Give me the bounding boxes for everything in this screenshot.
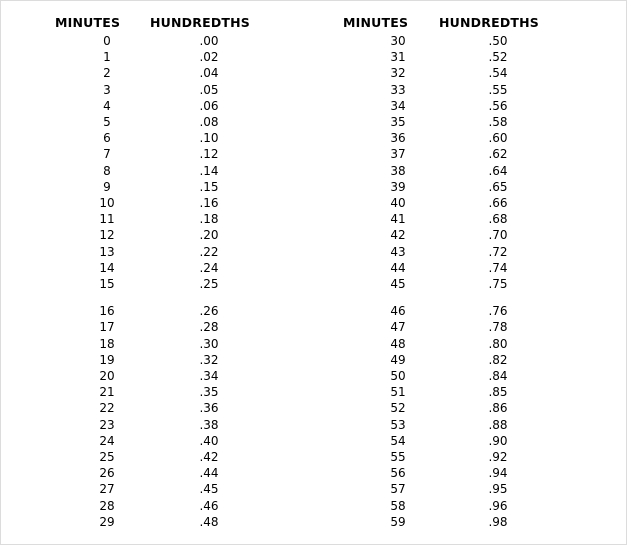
minutes-cell: 51 bbox=[390, 385, 406, 400]
hundredths-cell: .58 bbox=[488, 115, 508, 129]
hundredths-cell: .80 bbox=[488, 336, 508, 351]
minutes-cell: 36 bbox=[390, 131, 406, 146]
minutes-cell: 55 bbox=[390, 450, 406, 464]
minutes-cell: 28 bbox=[99, 498, 115, 513]
hundredths-cell: .42 bbox=[199, 450, 219, 464]
hundredths-cell: .15 bbox=[199, 179, 219, 194]
right-hundredths-header: HUNDREDTHS bbox=[439, 15, 539, 30]
hundredths-cell: .55 bbox=[488, 82, 508, 97]
minutes-cell: 59 bbox=[390, 514, 406, 529]
hundredths-cell: .14 bbox=[199, 163, 219, 178]
hundredths-cell: .92 bbox=[488, 450, 508, 464]
hundredths-cell: .05 bbox=[199, 82, 219, 97]
minutes-cell: 48 bbox=[390, 336, 406, 351]
minutes-cell: 47 bbox=[390, 320, 406, 335]
hundredths-cell: .96 bbox=[488, 498, 508, 513]
minutes-cell: 32 bbox=[390, 66, 406, 81]
hundredths-cell: .68 bbox=[488, 212, 508, 227]
hundredths-cell: .34 bbox=[199, 369, 219, 383]
hundredths-cell: .06 bbox=[199, 98, 219, 113]
minutes-cell: 24 bbox=[99, 433, 115, 448]
minutes-cell: 54 bbox=[390, 433, 406, 448]
hundredths-cell: .30 bbox=[199, 336, 219, 351]
hundredths-cell: .28 bbox=[199, 320, 219, 335]
minutes-cell: 10 bbox=[99, 196, 115, 210]
minutes-cell: 38 bbox=[390, 163, 406, 178]
hundredths-cell: .70 bbox=[488, 228, 508, 243]
hundredths-cell: .04 bbox=[199, 66, 219, 81]
minutes-cell: 8 bbox=[103, 163, 111, 178]
minutes-cell: 21 bbox=[99, 385, 115, 400]
minutes-cell: 2 bbox=[103, 66, 111, 81]
minutes-cell: 6 bbox=[103, 131, 111, 146]
minutes-cell: 56 bbox=[390, 466, 406, 481]
hundredths-cell: .56 bbox=[488, 98, 508, 113]
minutes-cell: 9 bbox=[103, 179, 111, 194]
hundredths-cell: .25 bbox=[199, 277, 219, 291]
hundredths-cell: .78 bbox=[488, 320, 508, 335]
hundredths-cell: .44 bbox=[199, 466, 219, 481]
minutes-cell: 50 bbox=[390, 369, 406, 383]
minutes-cell: 41 bbox=[390, 212, 406, 227]
hundredths-cell: .98 bbox=[488, 514, 508, 529]
minutes-cell: 1 bbox=[103, 50, 111, 65]
hundredths-cell: .36 bbox=[199, 401, 219, 416]
minutes-cell: 20 bbox=[99, 369, 115, 383]
minutes-cell: 31 bbox=[390, 50, 406, 65]
minutes-cell: 30 bbox=[390, 34, 406, 48]
hundredths-cell: .62 bbox=[488, 147, 508, 162]
hundredths-cell: .50 bbox=[488, 34, 508, 48]
hundredths-cell: .32 bbox=[199, 352, 219, 367]
hundredths-cell: .08 bbox=[199, 115, 219, 129]
minutes-cell: 11 bbox=[99, 212, 115, 227]
hundredths-cell: .12 bbox=[199, 147, 219, 162]
hundredths-cell: .35 bbox=[199, 385, 219, 400]
hundredths-cell: .54 bbox=[488, 66, 508, 81]
hundredths-cell: .60 bbox=[488, 131, 508, 146]
hundredths-cell: .84 bbox=[488, 369, 508, 383]
hundredths-cell: .48 bbox=[199, 514, 219, 529]
minutes-cell: 13 bbox=[99, 244, 115, 259]
minutes-cell: 40 bbox=[390, 196, 406, 210]
hundredths-cell: .02 bbox=[199, 50, 219, 65]
hundredths-cell: .94 bbox=[488, 466, 508, 481]
hundredths-cell: .76 bbox=[488, 304, 508, 319]
hundredths-cell: .38 bbox=[199, 417, 219, 432]
minutes-cell: 58 bbox=[390, 498, 406, 513]
hundredths-cell: .00 bbox=[199, 34, 219, 48]
left-minutes-header: MINUTES bbox=[55, 15, 121, 30]
hundredths-cell: .18 bbox=[199, 212, 219, 227]
minutes-cell: 5 bbox=[103, 115, 111, 129]
minutes-cell: 53 bbox=[390, 417, 406, 432]
minutes-cell: 27 bbox=[99, 482, 115, 497]
minutes-cell: 42 bbox=[390, 228, 406, 243]
minutes-cell: 0 bbox=[103, 34, 111, 48]
hundredths-cell: .10 bbox=[199, 131, 219, 146]
hundredths-cell: .45 bbox=[199, 482, 219, 497]
minutes-cell: 39 bbox=[390, 179, 406, 194]
minutes-cell: 45 bbox=[390, 277, 406, 291]
hundredths-cell: .40 bbox=[199, 433, 219, 448]
minutes-cell: 26 bbox=[99, 466, 115, 481]
hundredths-cell: .46 bbox=[199, 498, 219, 513]
hundredths-cell: .74 bbox=[488, 260, 508, 275]
minutes-cell: 3 bbox=[103, 82, 111, 97]
hundredths-cell: .90 bbox=[488, 433, 508, 448]
hundredths-cell: .75 bbox=[488, 277, 508, 291]
minutes-cell: 29 bbox=[99, 514, 115, 529]
minutes-cell: 17 bbox=[99, 320, 115, 335]
minutes-cell: 12 bbox=[99, 228, 115, 243]
minutes-cell: 23 bbox=[99, 417, 115, 432]
minutes-cell: 15 bbox=[99, 277, 115, 291]
hundredths-cell: .16 bbox=[199, 196, 219, 210]
hundredths-cell: .65 bbox=[488, 179, 508, 194]
minutes-cell: 46 bbox=[390, 304, 406, 319]
right-minutes-header: MINUTES bbox=[343, 15, 409, 30]
minutes-cell: 25 bbox=[99, 450, 115, 464]
minutes-cell: 44 bbox=[390, 260, 406, 275]
minutes-cell: 34 bbox=[390, 98, 406, 113]
hundredths-cell: .66 bbox=[488, 196, 508, 210]
hundredths-cell: .64 bbox=[488, 163, 508, 178]
minutes-cell: 35 bbox=[390, 115, 406, 129]
minutes-cell: 33 bbox=[390, 82, 406, 97]
minutes-cell: 43 bbox=[390, 244, 406, 259]
hundredths-cell: .88 bbox=[488, 417, 508, 432]
minutes-cell: 18 bbox=[99, 336, 115, 351]
minutes-cell: 49 bbox=[390, 352, 406, 367]
minutes-cell: 52 bbox=[390, 401, 406, 416]
hundredths-cell: .24 bbox=[199, 260, 219, 275]
minutes-cell: 22 bbox=[99, 401, 115, 416]
hundredths-cell: .20 bbox=[199, 228, 219, 243]
left-hundredths-header: HUNDREDTHS bbox=[150, 15, 250, 30]
minutes-cell: 16 bbox=[99, 304, 115, 319]
hundredths-cell: .26 bbox=[199, 304, 219, 319]
minutes-cell: 19 bbox=[99, 352, 115, 367]
minutes-cell: 7 bbox=[103, 147, 111, 162]
minutes-cell: 14 bbox=[99, 260, 115, 275]
hundredths-cell: .22 bbox=[199, 244, 219, 259]
minutes-cell: 4 bbox=[103, 98, 111, 113]
hundredths-cell: .52 bbox=[488, 50, 508, 65]
minutes-cell: 57 bbox=[390, 482, 406, 497]
hundredths-cell: .85 bbox=[488, 385, 508, 400]
hundredths-cell: .82 bbox=[488, 352, 508, 367]
hundredths-cell: .95 bbox=[488, 482, 508, 497]
hundredths-cell: .72 bbox=[488, 244, 508, 259]
hundredths-cell: .86 bbox=[488, 401, 508, 416]
minutes-cell: 37 bbox=[390, 147, 406, 162]
